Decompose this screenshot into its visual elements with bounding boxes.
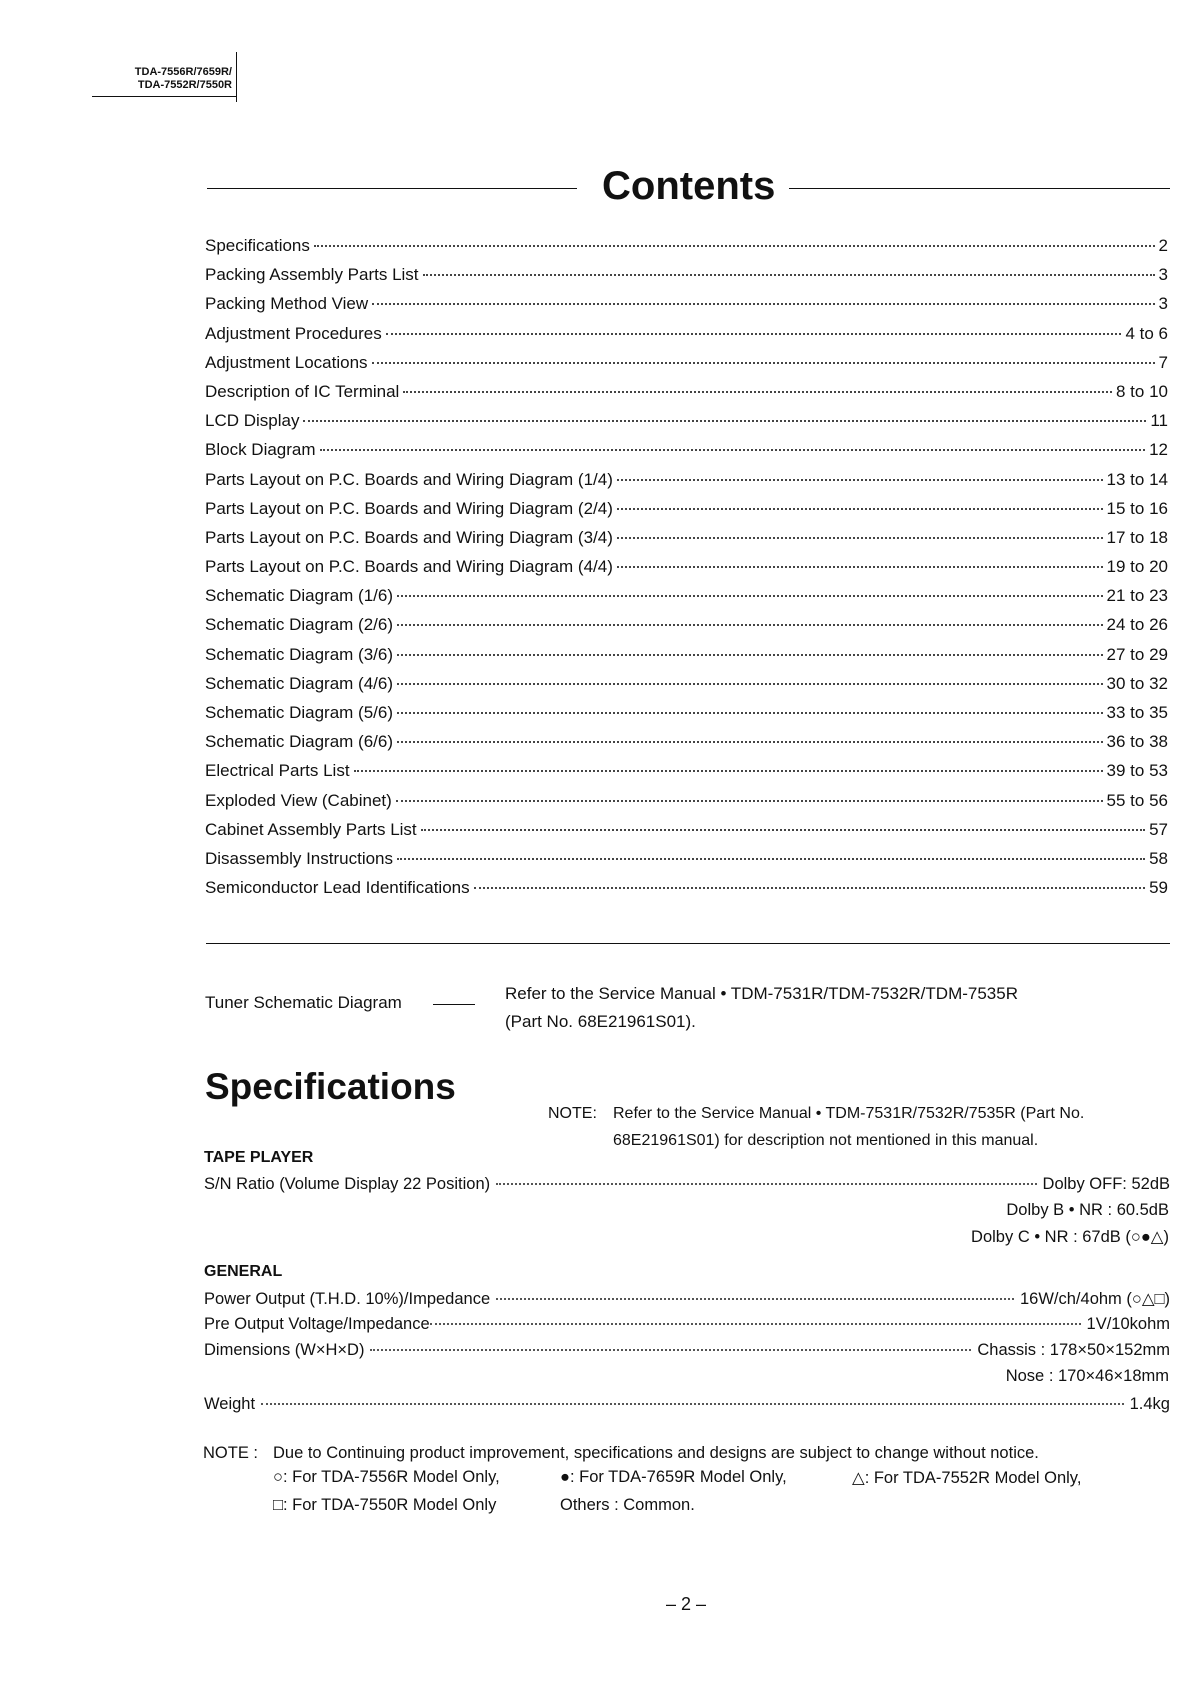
model-tag-line2: TDA-7552R/7550R	[137, 79, 232, 91]
toc-entry-label: Adjustment Procedures	[205, 323, 382, 343]
page-number: – 2 –	[666, 1594, 707, 1614]
toc-leader-dots	[314, 245, 1155, 247]
toc-entry	[205, 878, 1168, 907]
toc-entry	[205, 732, 1168, 761]
toc-entry	[205, 411, 1168, 440]
toc-entry	[205, 586, 1168, 615]
toc-entry-label: Parts Layout on P.C. Boards and Wiring Diagram (3/4)	[205, 527, 613, 547]
spec-note-line1: Refer to the Service Manual • TDM-7531R/7532R/7535R (Part No.	[613, 1105, 1085, 1122]
toc-leader-dots	[423, 274, 1155, 276]
toc-entry	[205, 440, 1168, 469]
weight-value: 1.4kg	[1129, 1395, 1170, 1413]
toc-entry-page: 7	[1158, 352, 1168, 372]
spec-row-dimensions	[204, 1341, 1170, 1367]
footnote	[203, 1439, 1039, 1467]
toc-leader-dots	[372, 362, 1155, 364]
contents-rule-right	[789, 188, 1170, 189]
section-divider	[206, 943, 1170, 944]
toc-entry-page: 21 to 23	[1106, 586, 1168, 606]
pre-output-label: Pre Output Voltage/Impedance	[204, 1315, 430, 1333]
toc-entry-label: Schematic Diagram (6/6)	[205, 732, 394, 752]
toc-leader-dots	[397, 741, 1103, 743]
specifications-note	[548, 1100, 1084, 1154]
toc-leader-dots	[396, 800, 1103, 802]
toc-entry-page: 58	[1149, 848, 1168, 868]
toc-entry-label: Parts Layout on P.C. Boards and Wiring Diagram (4/4)	[205, 557, 613, 577]
toc-entry	[205, 470, 1168, 499]
toc-leader-dots	[397, 595, 1103, 597]
toc-entry	[205, 528, 1168, 557]
toc-entry-page: 55 to 56	[1106, 790, 1168, 810]
toc-leader-dots	[617, 479, 1103, 481]
sn-dolby-b: Dolby B • NR : 60.5dB	[1006, 1201, 1169, 1219]
toc-entry-page: 3	[1158, 294, 1168, 314]
toc-entry-page: 8 to 10	[1116, 381, 1168, 401]
toc-entry-page: 33 to 35	[1106, 703, 1168, 722]
toc-entry-page: 13 to 14	[1106, 469, 1168, 489]
toc-entry-label: LCD Display	[205, 411, 300, 431]
contents-title: Contents	[602, 164, 776, 208]
toc-entry-label: Schematic Diagram (4/6)	[205, 673, 394, 693]
toc-entry-page: 30 to 32	[1106, 673, 1168, 693]
tuner-ref-line2: (Part No. 68E21961S01).	[505, 1012, 696, 1031]
specifications-title: Specifications	[205, 1066, 456, 1107]
weight-label: Weight	[204, 1395, 256, 1413]
toc-entry-label: Parts Layout on P.C. Boards and Wiring Diagram (1/4)	[205, 469, 613, 489]
spec-note-label: NOTE:	[548, 1105, 597, 1122]
power-output-value: 16W/ch/4ohm (○△□)	[1020, 1290, 1170, 1308]
toc-entry	[205, 791, 1168, 820]
legend-others: Others : Common.	[560, 1496, 695, 1514]
spec-row-weight	[204, 1395, 1170, 1421]
model-tag-line1: TDA-7556R/7659R/	[134, 66, 232, 78]
spec-row-pre-output	[204, 1315, 1170, 1341]
toc-entry	[205, 761, 1168, 790]
general-heading: GENERAL	[204, 1263, 283, 1280]
tuner-reference	[505, 980, 1018, 1036]
toc-entry	[205, 820, 1168, 849]
toc-entry-label: Exploded View (Cabinet)	[205, 790, 392, 810]
toc-leader-dots	[397, 712, 1103, 714]
toc-leader-dots	[397, 654, 1103, 656]
toc-entry-label: Schematic Diagram (1/6)	[205, 586, 394, 606]
contents-heading	[207, 160, 1170, 212]
toc-entry-label: Packing Assembly Parts List	[205, 265, 419, 285]
toc-entry-label: Description of IC Terminal	[205, 381, 400, 401]
toc-entry-page: 3	[1158, 265, 1168, 285]
toc-entry	[205, 324, 1168, 353]
toc-entry-page: 39 to 53	[1106, 761, 1168, 781]
toc-entry-page: 11	[1150, 411, 1168, 431]
tuner-label: Tuner Schematic Diagram	[205, 993, 402, 1012]
toc-entry-label: Electrical Parts List	[205, 761, 350, 781]
toc-entry	[205, 499, 1168, 528]
toc-leader-dots	[397, 858, 1145, 860]
toc-leader-dots	[421, 829, 1145, 831]
legend-dot: ●: For TDA-7659R Model Only,	[560, 1468, 787, 1486]
toc-leader-dots	[320, 449, 1146, 451]
model-tag	[92, 66, 236, 97]
toc-entry	[205, 674, 1168, 703]
toc-entry-label: Disassembly Instructions	[205, 848, 394, 868]
toc-leader-dots	[617, 508, 1103, 510]
toc-entry-page: 27 to 29	[1106, 644, 1168, 664]
spec-row-sn-ratio	[204, 1175, 1170, 1201]
toc-leader-dots	[403, 391, 1112, 393]
legend-square: □: For TDA-7550R Model Only	[273, 1496, 497, 1514]
toc-entry-label: Parts Layout on P.C. Boards and Wiring Diagram (2/4)	[205, 498, 613, 518]
toc-leader-dots	[303, 420, 1146, 422]
tuner-ref-line1: Refer to the Service Manual • TDM-7531R/TDM-7532R/TDM-7535R	[505, 984, 1018, 1003]
dimensions-nose: Nose : 170×46×18mm	[1005, 1367, 1169, 1385]
footnote-label: NOTE :	[203, 1444, 259, 1462]
toc-entry-label: Cabinet Assembly Parts List	[205, 819, 417, 839]
toc-list	[205, 236, 1168, 907]
toc-entry	[205, 557, 1168, 586]
toc-entry-page: 17 to 18	[1106, 527, 1168, 547]
toc-entry	[205, 615, 1168, 644]
legend-triangle: △: For TDA-7552R Model Only,	[852, 1469, 1082, 1487]
toc-leader-dots	[617, 537, 1103, 539]
footnote-text: Due to Continuing product improvement, specifications and designs are subject to change without notice.	[273, 1444, 1039, 1462]
toc-leader-dots	[397, 683, 1103, 685]
toc-entry	[205, 294, 1168, 323]
toc-entry-label: Packing Method View	[205, 294, 369, 314]
toc-entry	[205, 849, 1168, 878]
model-tag-divider	[236, 52, 237, 102]
toc-entry-page: 12	[1149, 440, 1168, 460]
toc-entry-label: Schematic Diagram (3/6)	[205, 644, 394, 664]
dimensions-chassis: Chassis : 178×50×152mm	[977, 1341, 1170, 1359]
toc-entry-label: Semiconductor Lead Identifications	[205, 878, 470, 898]
toc-entry-label: Adjustment Locations	[205, 352, 368, 372]
toc-entry-page: 19 to 20	[1106, 557, 1168, 577]
toc-entry-page: 15 to 16	[1106, 498, 1168, 518]
toc-entry	[205, 265, 1168, 294]
toc-entry-label: Schematic Diagram (5/6)	[205, 703, 394, 722]
toc-entry-page: 24 to 26	[1106, 615, 1168, 635]
toc-entry-label: Specifications	[205, 236, 310, 255]
toc-leader-dots	[386, 333, 1122, 335]
toc-entry	[205, 353, 1168, 382]
toc-entry-page: 4 to 6	[1125, 323, 1168, 343]
pre-output-value: 1V/10kohm	[1086, 1315, 1170, 1333]
toc-entry	[205, 236, 1168, 265]
toc-leader-dots	[397, 624, 1103, 626]
sn-dolby-off: Dolby OFF: 52dB	[1042, 1175, 1170, 1193]
toc-entry	[205, 645, 1168, 674]
legend-circle: ○: For TDA-7556R Model Only,	[273, 1468, 500, 1486]
sn-dolby-c: Dolby C • NR : 67dB (○●△)	[971, 1228, 1169, 1246]
toc-entry-page: 2	[1158, 236, 1168, 255]
toc-entry	[205, 382, 1168, 411]
toc-entry	[205, 703, 1168, 732]
power-output-label: Power Output (T.H.D. 10%)/Impedance	[204, 1290, 491, 1308]
sn-ratio-label: S/N Ratio (Volume Display 22 Position)	[204, 1175, 491, 1193]
toc-entry-page: 57	[1149, 819, 1168, 839]
toc-leader-dots	[372, 303, 1154, 305]
contents-rule-left	[207, 188, 577, 189]
spec-note-line2: 68E21961S01) for description not mentioned in this manual.	[613, 1132, 1039, 1149]
toc-leader-dots	[617, 566, 1103, 568]
dimensions-label: Dimensions (W×H×D)	[204, 1341, 365, 1359]
tuner-dash	[433, 1004, 475, 1005]
spec-row-power	[204, 1289, 1170, 1315]
toc-leader-dots	[354, 770, 1103, 772]
toc-entry-label: Block Diagram	[205, 440, 316, 460]
toc-entry-label: Schematic Diagram (2/6)	[205, 615, 394, 635]
tape-player-heading: TAPE PLAYER	[204, 1149, 314, 1166]
toc-leader-dots	[474, 887, 1145, 889]
toc-entry-page: 36 to 38	[1106, 732, 1168, 752]
toc-entry-page: 59	[1149, 878, 1168, 898]
